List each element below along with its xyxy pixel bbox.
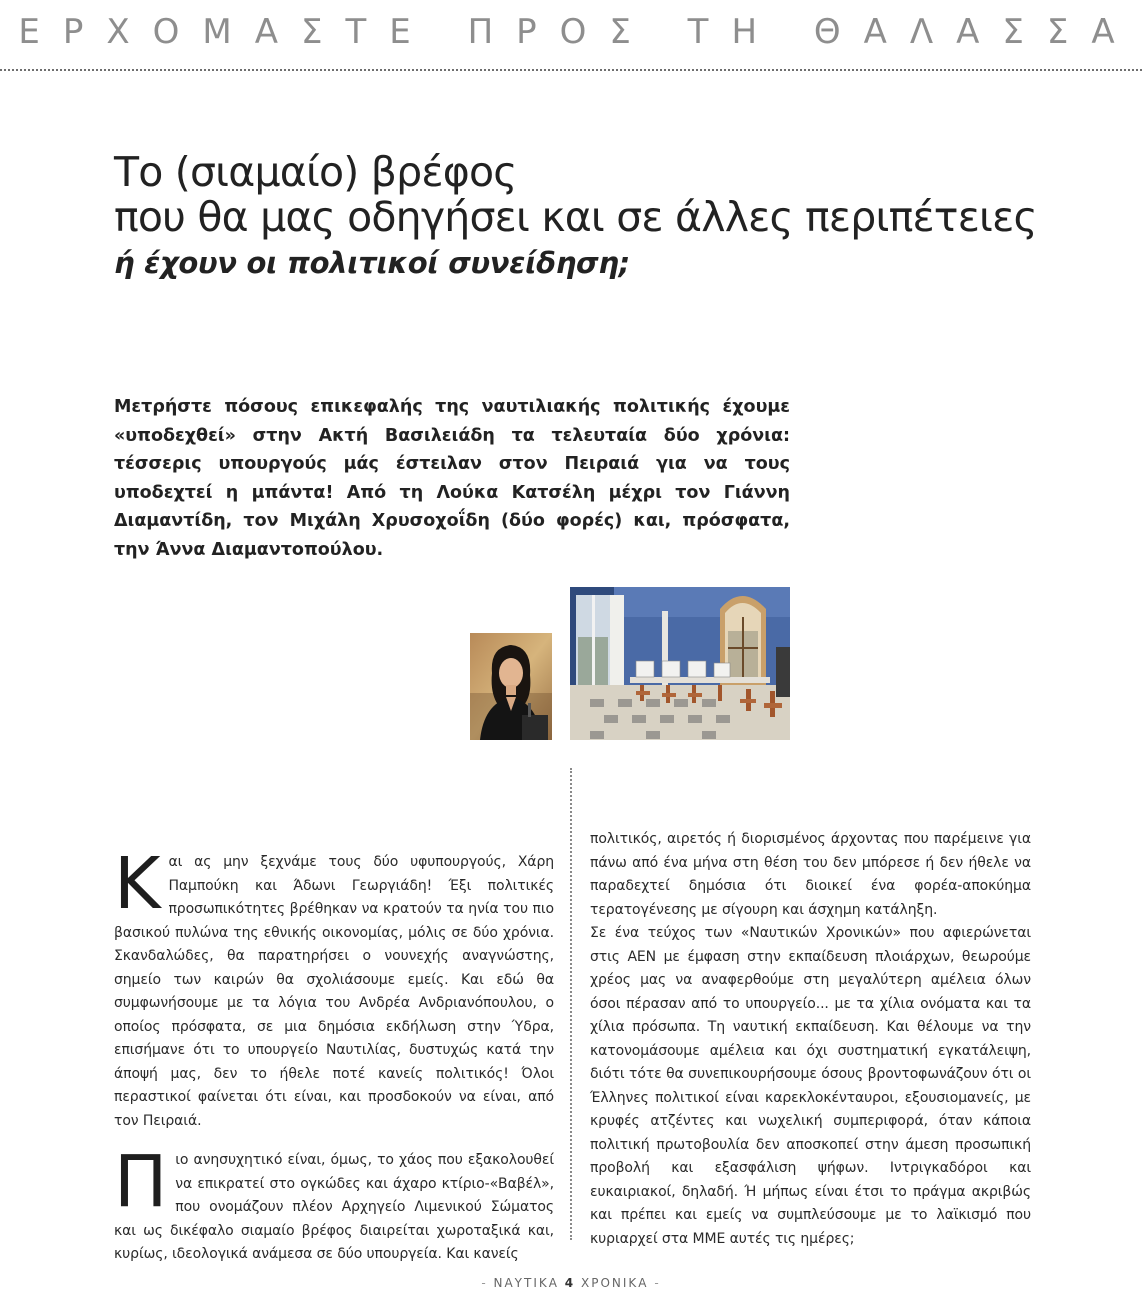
masthead-title: ΕΡΧΟΜΑΣΤΕ ΠΡΟΣ ΤΗ ΘΑΛΑΣΣΑ <box>18 12 1138 52</box>
title-line-1: Το (σιαμαίο) βρέφος <box>114 148 517 196</box>
lead-paragraph: Μετρήστε πόσους επικεφαλής της ναυτιλιακής πολιτικής έχουμε «υποδεχθεί» στην Ακτή Βασιλειάδη τα τελευταία δύο χρόνια: τέσσερις υπουργούς μάς έστειλαν στον Πειραιά για να τους υποδεχτεί η μπάντα! Από τη Λούκα Κατσέλη μέχρι τον Γιάννη Διαμαντίδη, τον Μιχάλη Χρυσοχοΐδη (δύο φορές) και, πρόσφατα, την Άννα Διαμαντοπούλου. <box>114 397 790 560</box>
footer-dash: - <box>481 1276 488 1290</box>
footer-dash: - <box>654 1276 661 1290</box>
portrait-photo <box>470 633 552 740</box>
column-divider <box>570 768 572 1240</box>
paragraph-text: ιο ανησυχητικό είναι, όμως, το χάος που εξακολουθεί να επικρατεί στο ογκώδες και άχαρο κτίριο-«Βαβέλ», που ονομάζουν πλέον Αρχηγείο Λιμενικού Σώματος και ως δικέφαλο σιαμαίο βρέφος διαιρείται χωροταξικά και, κυρίως, ιδεολογικά ανάμεσα σε δύο υπουργεία. Και κανείς <box>114 1152 554 1262</box>
drop-cap: Κ <box>114 842 161 925</box>
masthead-divider <box>0 69 1142 71</box>
body-paragraph <box>114 1140 554 1267</box>
footer-publication-left: ΝΑΥΤΙΚΑ <box>493 1276 559 1290</box>
body-paragraph <box>114 842 554 1133</box>
classroom-photo <box>570 587 790 740</box>
paragraph-text: αι ας μην ξεχνάμε τους δύο υφυπουργούς, Χάρη Παμπούκη και Άδωνι Γεωργιάδη! Έξι πολιτικές προσωπικότητες βρέθηκαν να κρατούν τα ηνία του πιο βασικού πυλώνα της εθνικής οικονομίας, μόλις σε δύο χρόνια. Σκανδαλώδες, θα παρατηρήσει ο νουνεχής αναγνώστης, σημείο των καιρών θα σχολιάσουμε εμείς. Και εδώ θα συμφωνήσουμε με τα λόγια του Ανδρέα Ανδριανόπουλου, ο οποίος πρόσφατα, σε μια δημόσια εκδήλωση στην Ύδρα, επισήμανε ότι το υπουργείο Ναυτιλίας, δυστυχώς κατά την άποψή μας, δεν το ήθελε ποτέ κανείς πολιτικός! Όλοι περαστικοί φαίνεται ότι είναι, και προσδοκούν να είναι, από τον Πειραιά. <box>114 854 554 1129</box>
title-subtitle: ή έχουν οι πολιτικοί συνείδηση; <box>114 246 630 280</box>
page-number: 4 <box>564 1276 576 1290</box>
body-paragraph: πολιτικός, αιρετός ή διορισμένος άρχοντας που παρέμεινε για πάνω από ένα μήνα στη θέση του δεν μπόρεσε ή δεν ήθελε να παραδεχτεί δημόσια ότι διοικεί ένα φορέα-αποκύημα τερατογένεσης με σίγουρη και άσχημη κατάληξη. <box>590 831 1031 918</box>
classroom-illustration <box>570 587 790 740</box>
footer-publication-right: ΧΡΟΝΙΚΑ <box>580 1276 649 1290</box>
title-line-2: που θα μας οδηγήσει και σε άλλες περιπέτειες <box>114 193 1037 241</box>
drop-cap: Π <box>114 1140 168 1223</box>
article-title <box>114 150 1054 280</box>
body-paragraph: Σε ένα τεύχος των «Ναυτικών Χρονικών» που αφιερώνεται στις ΑΕΝ με έμφαση στην εκπαίδευση πλοιάρχων, θεωρούμε χρέος μας να αναφερθούμε στη μεγαλύτερη αμέλεια όλων όσοι πέρασαν από το υπουργείο... με τα χίλια ονόματα και τα χίλια πρόσωπα. Τη ναυτική εκπαίδευση. Και θέλουμε να την κατονομάσουμε αμέλεια και όχι συστηματική εγκατάλειψη, διότι τότε θα συνεπικουρήσουμε όσους βροντοφωνάζουν ότι οι Έλληνες πολιτικοί είναι καρεκλοκένταυροι, εξουσιομανείς, με κρυφές ατζέντες και νωχελική συμπεριφορά, όταν κάποια πολιτική πρωτοβουλία δεν αποσκοπεί στην άμεση προσωπική προβολή και εξασφάλιση ψήφων. Ιντριγκαδόροι και ευκαιριακοί, δηλαδή. Ή μήπως είναι έτσι το πράγμα ακριβώς και πρέπει και εμείς να συμπλεύσουμε με το λαϊκισμό που κυριαρχεί στα ΜΜΕ αυτές τις ημέρες; <box>590 925 1031 1247</box>
page-footer <box>0 1276 1142 1290</box>
left-column <box>114 842 554 1267</box>
right-column <box>590 828 1031 1251</box>
portrait-illustration <box>470 633 552 740</box>
